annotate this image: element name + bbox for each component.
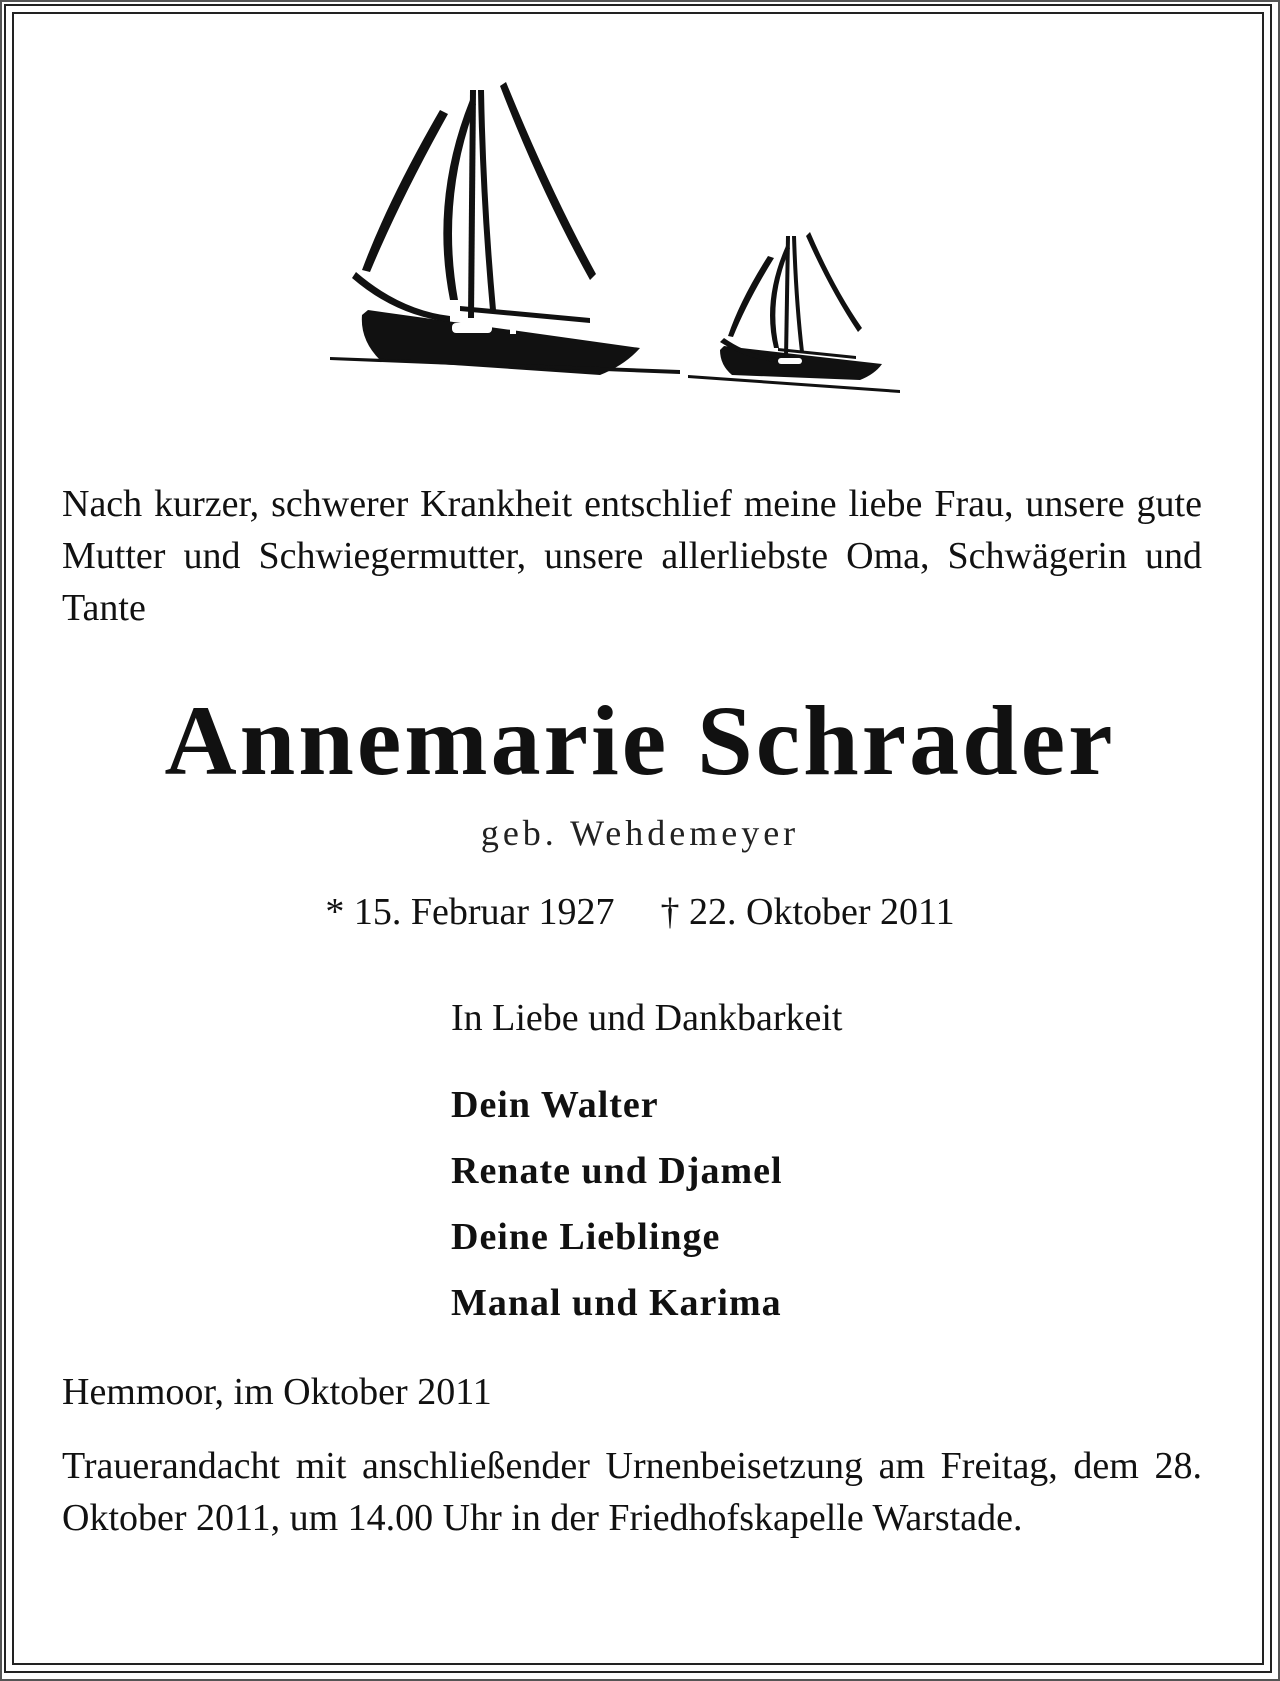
place-date: Hemmoor, im Oktober 2011 — [62, 1371, 492, 1413]
birth-date: * 15. Februar 1927 — [325, 891, 615, 933]
large-sailboat-icon — [330, 82, 680, 375]
signer-item: Dein Walter — [451, 1084, 659, 1126]
life-dates — [0, 890, 1280, 934]
deceased-name: Annemarie Schrader — [164, 685, 1116, 796]
signer-item: Deine Lieblinge — [451, 1216, 721, 1258]
service-notice: Trauerandacht mit anschließender Urnenbeisetzung am Freitag, dem 28. Oktober 2011, um 14.00 Uhr in der Friedhofskapelle Warstade. — [62, 1445, 1202, 1539]
dedication-text: In Liebe und Dankbarkeit — [451, 997, 843, 1039]
sailboats-icon — [300, 60, 1000, 430]
death-date: † 22. Oktober 2011 — [660, 891, 955, 933]
signer-item: Renate und Djamel — [451, 1150, 783, 1192]
signers-list — [451, 1080, 783, 1344]
intro-text: Nach kurzer, schwerer Krankheit entschlief meine liebe Frau, unsere gute Mutter und Schwiegermutter, unsere allerliebste Oma, Schwägerin und Tante — [62, 483, 1202, 629]
maiden-name: geb. Wehdemeyer — [480, 813, 800, 853]
signer-item: Manal und Karima — [451, 1282, 782, 1324]
small-sailboat-icon — [688, 232, 900, 393]
